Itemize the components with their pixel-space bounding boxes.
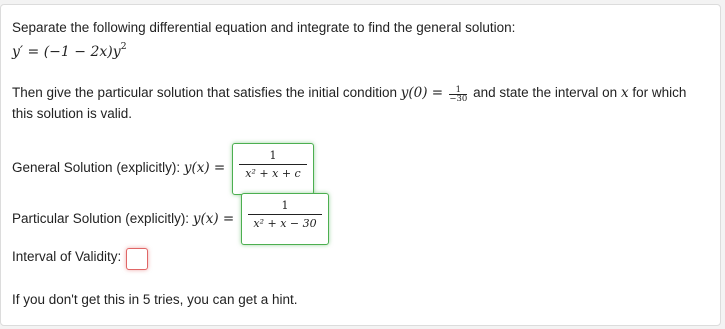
particular-solution-fraction: [248, 199, 322, 230]
differential-equation: [12, 41, 127, 60]
initial-condition: y(0) =: [400, 85, 448, 101]
equation-exponent: 2: [120, 41, 127, 52]
particular-denominator: x² + x − 30: [253, 217, 317, 230]
general-label-math: y(x) =: [183, 160, 226, 176]
particular-label-math: y(x) =: [192, 211, 235, 227]
particular-solution-label: [12, 211, 234, 227]
instruction-before: Then give the particular solution that satisfies the initial condition: [12, 85, 401, 100]
equation-rhs: (−1 − 2x)y: [43, 44, 121, 60]
general-solution-input[interactable]: [232, 143, 314, 195]
question-card: [0, 4, 721, 326]
hint-text: If you don't get this in 5 tries, you can get a hint.: [12, 292, 298, 307]
interval-variable: x: [620, 85, 629, 101]
instruction-after: and state the interval on: [469, 85, 621, 100]
initial-condition-fraction: [449, 86, 467, 103]
particular-solution-input[interactable]: [241, 193, 329, 245]
interval-input[interactable]: [126, 248, 148, 270]
interval-label: Interval of Validity:: [12, 249, 122, 264]
equation-lhs: y′ =: [12, 44, 44, 60]
particular-numerator: 1: [281, 199, 289, 212]
particular-label-text: Particular Solution (explicitly):: [12, 211, 193, 226]
general-numerator: 1: [269, 149, 277, 162]
ic-numerator: 1: [449, 86, 467, 95]
intro-text: Separate the following differential equation and integrate to find the general solution:: [12, 20, 516, 35]
general-label-text: General Solution (explicitly):: [12, 160, 184, 175]
general-solution-fraction: [239, 149, 307, 180]
ic-denominator: −30: [449, 94, 468, 104]
general-denominator: x² + x + c: [245, 167, 301, 180]
instruction-line-2: this solution is valid.: [12, 106, 133, 121]
general-solution-label: [12, 160, 225, 176]
instruction-line-1: [12, 85, 686, 103]
instruction-end: for which: [628, 85, 687, 100]
